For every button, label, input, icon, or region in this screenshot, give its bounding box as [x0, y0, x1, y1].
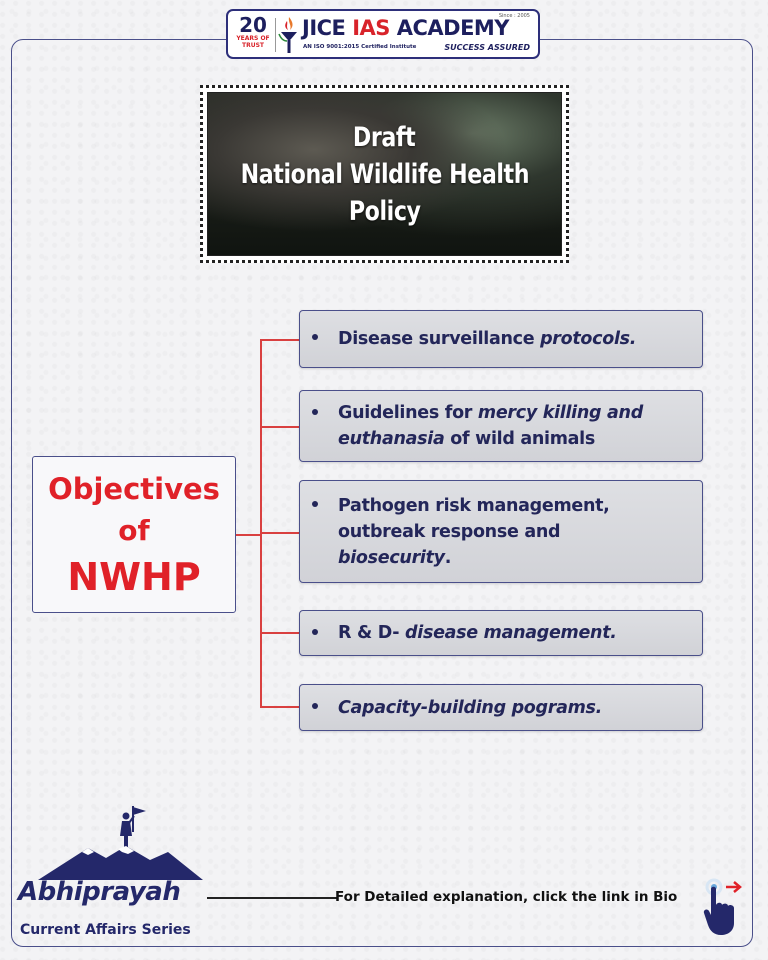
- connector-vertical-spine: [260, 339, 262, 707]
- academy-header-badge: [226, 9, 540, 59]
- item-2-line-1: Guidelines for mercy killing and: [338, 403, 643, 423]
- bullet-icon: [312, 703, 318, 709]
- objectives-line-3: NWHP: [67, 554, 201, 599]
- item-3-line-3: biosecurity.: [338, 547, 452, 568]
- objective-item-4: [299, 610, 703, 656]
- bullet-icon: [312, 409, 318, 415]
- item-3-line-1: Pathogen risk management,: [338, 495, 610, 516]
- objective-item-3: [299, 480, 703, 583]
- title-line-3: Policy: [348, 195, 421, 227]
- objectives-line-1: Objectives: [48, 471, 220, 506]
- title-banner: [200, 85, 569, 263]
- connector-branch-1: [260, 339, 300, 341]
- item-3-line-2: outbreak response and: [338, 521, 561, 542]
- bullet-icon: [312, 629, 318, 635]
- item-5-line-1: Capacity-building pograms.: [338, 697, 602, 718]
- torch-icon: [278, 15, 300, 55]
- connector-horizontal-main: [236, 534, 260, 536]
- cta-text: For Detailed explanation, click the link in Bio: [335, 889, 678, 905]
- header-divider: [275, 18, 276, 52]
- brand-academy: ACADEMY: [396, 16, 510, 40]
- connector-branch-5: [260, 706, 300, 708]
- item-2-line-2: euthanasia of wild animals: [338, 429, 595, 449]
- connector-branch-4: [260, 632, 300, 634]
- brand-ias: IAS: [352, 16, 390, 40]
- title-line-1: Draft: [353, 121, 416, 153]
- brand-jice: JICE: [302, 16, 346, 40]
- connector-branch-3: [260, 532, 300, 534]
- years-label: YEARS OF TRUST: [236, 35, 270, 49]
- abhiprayah-logo-text: Abhiprayah: [18, 877, 181, 907]
- series-label: Current Affairs Series: [20, 922, 191, 938]
- bullet-icon: [312, 334, 318, 340]
- item-1-line-1: Disease surveillance protocols.: [338, 329, 637, 349]
- iso-certification: AN ISO 9001:2015 Certified Institute: [303, 44, 417, 50]
- footer-rule: [207, 897, 337, 899]
- since-year: Since : 2005: [498, 13, 530, 19]
- objectives-line-2: of: [118, 513, 150, 547]
- item-4-line-1: R & D- disease management.: [338, 623, 617, 643]
- objective-item-2: [299, 390, 703, 462]
- connector-branch-2: [260, 426, 300, 428]
- years-number: 20: [239, 13, 267, 37]
- years-badge: [234, 15, 272, 49]
- tap-hand-icon[interactable]: [700, 877, 744, 937]
- bullet-icon: [312, 501, 318, 507]
- title-banner-image: [207, 92, 562, 256]
- academy-name: [302, 16, 509, 40]
- title-line-2: National Wildlife Health: [240, 158, 529, 190]
- objective-item-1: [299, 310, 703, 368]
- tagline: SUCCESS ASSURED: [444, 43, 530, 52]
- objectives-box: [32, 456, 236, 613]
- mountain-climber-icon: [18, 802, 208, 942]
- objective-item-5: [299, 684, 703, 731]
